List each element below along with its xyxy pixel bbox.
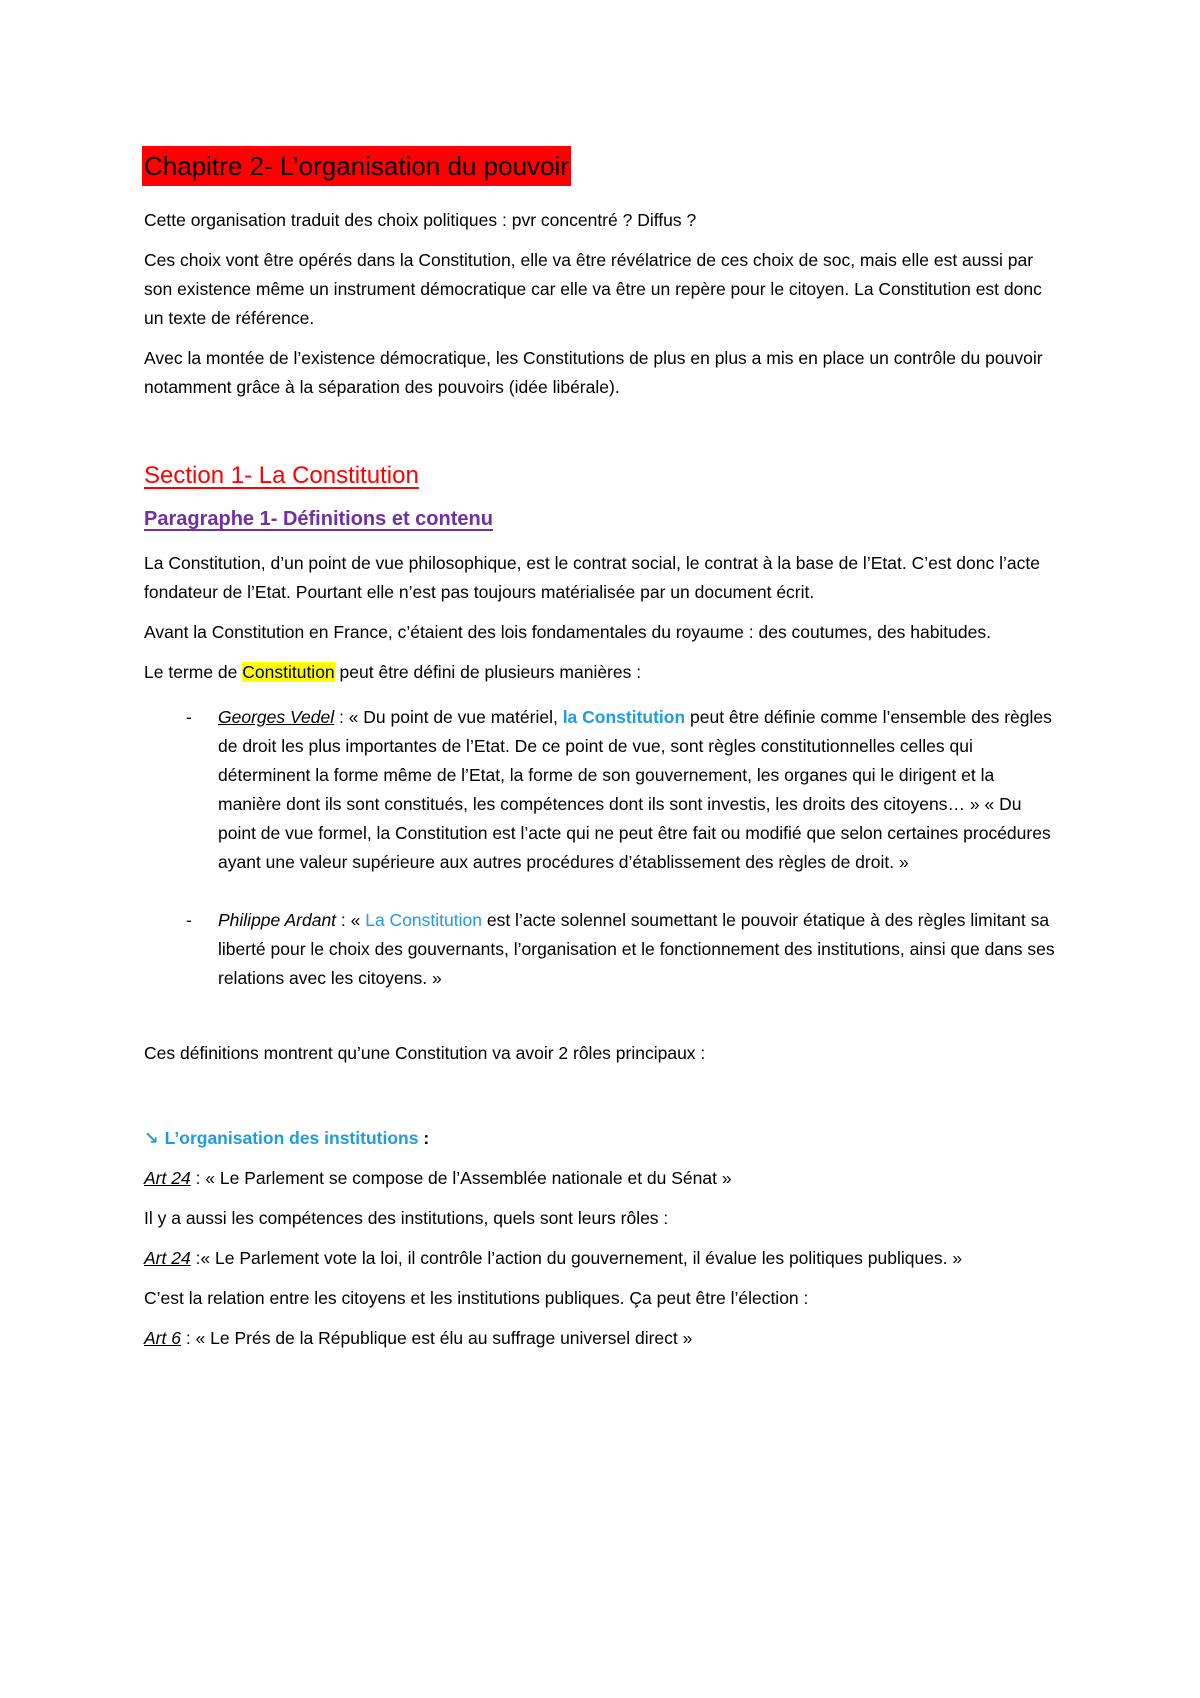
article-6 — [144, 1324, 1059, 1353]
roles-paragraph: Ces définitions montrent qu’une Constitution va avoir 2 rôles principaux : — [144, 1043, 706, 1063]
definition-paragraph-1: La Constitution, d’un point de vue philosophique, est le contrat social, le contrat à la base de l’Etat. C’est donc l’acte fondateur de l’Etat. Pourtant elle n’est pas toujours matérialisée par un document écrit. — [144, 553, 1040, 602]
vedel-quote: peut être définie comme l’ensemble des règles de droit les plus importantes de l’Etat. De ce point de vue, sont règles constitutionnelles celles qui déterminent la forme même de l’Etat, la forme de son gouvernement, les organes qui le dirigent et la manière dont ils sont constitués, les compétences dont ils sont investis, les droits des citoyens… » « Du point de vue formel, la Constitution est l’acte qui ne peut être fait ou modifié que selon certaines procédures ayant une valeur supérieure aux autres procédures d’établissement des règles de droit. » — [218, 707, 1052, 872]
article-label: Art 24 — [144, 1248, 191, 1268]
author-vedel: Georges Vedel — [218, 707, 335, 727]
arrow-icon: ↘ — [144, 1128, 159, 1148]
article-label: Art 24 — [144, 1168, 191, 1188]
definitions-list — [144, 703, 1059, 993]
article-text: : « Le Parlement se compose de l’Assemblée nationale et du Sénat » — [190, 1168, 732, 1188]
document-content — [144, 146, 1059, 1353]
section-title: Section 1- La Constitution — [144, 462, 419, 489]
intro-paragraph-2: Ces choix vont être opérés dans la Constitution, elle va être révélatrice de ces choix de soc, mais elle est aussi par son existence même un instrument démocratique car elle va être un repère pour le citoyen. La Constitution est donc un texte de référence. — [144, 250, 1042, 328]
list-item-ardant — [144, 906, 1059, 993]
author-ardant: Philippe Ardant — [218, 910, 337, 930]
definition-paragraph-2: Avant la Constitution en France, c’étaient des lois fondamentales du royaume : des coutumes, des habitudes. — [144, 622, 991, 642]
article-text: :« Le Parlement vote la loi, il contrôle l’action du gouvernement, il évalue les politiques publiques. » — [190, 1248, 963, 1268]
vedel-term: la Constitution — [562, 707, 686, 727]
term-text-before: Le terme de — [144, 662, 243, 682]
ardant-term: La Constitution — [365, 910, 482, 930]
role-1-colon: : — [418, 1128, 430, 1148]
dash-bullet: - — [186, 910, 192, 930]
intro-paragraph-1: Cette organisation traduit des choix politiques : pvr concentré ? Diffus ? — [144, 210, 697, 230]
ardant-separator: : « — [336, 910, 366, 930]
relation-paragraph: C’est la relation entre les citoyens et les institutions publiques. Ça peut être l’élection : — [144, 1288, 809, 1308]
competences-paragraph: Il y a aussi les compétences des institutions, quels sont leurs rôles : — [144, 1208, 669, 1228]
dash-bullet: - — [186, 707, 192, 727]
paragraph-heading — [144, 504, 1059, 534]
role-1-heading — [144, 1124, 1059, 1153]
role-1-title: L’organisation des institutions — [164, 1128, 419, 1148]
paragraph-title: Paragraphe 1- Définitions et contenu — [144, 508, 493, 530]
article-24-composition — [144, 1164, 1059, 1193]
highlighted-term: Constitution — [242, 662, 335, 682]
term-text-after: peut être défini de plusieurs manières : — [334, 662, 642, 682]
intro-paragraph-3: Avec la montée de l’existence démocratique, les Constitutions de plus en plus a mis en place un contrôle du pouvoir notamment grâce à la séparation des pouvoirs (idée libérale). — [144, 348, 1043, 397]
section-heading — [144, 458, 1059, 494]
vedel-separator: : « Du point de vue matériel, — [334, 707, 563, 727]
article-24-roles — [144, 1244, 1059, 1273]
chapter-title: Chapitre 2- L’organisation du pouvoir — [142, 146, 571, 186]
chapter-heading — [144, 146, 1059, 186]
term-paragraph — [144, 658, 1059, 687]
article-text: : « Le Prés de la République est élu au suffrage universel direct » — [180, 1328, 693, 1348]
list-item-vedel — [144, 703, 1059, 877]
article-label: Art 6 — [144, 1328, 181, 1348]
ardant-quote: est l’acte solennel soumettant le pouvoir étatique à des règles limitant sa liberté pour le choix des gouvernants, l’organisation et le fonctionnement des institutions, ainsi que dans ses relations avec les citoyens. » — [218, 910, 1055, 988]
